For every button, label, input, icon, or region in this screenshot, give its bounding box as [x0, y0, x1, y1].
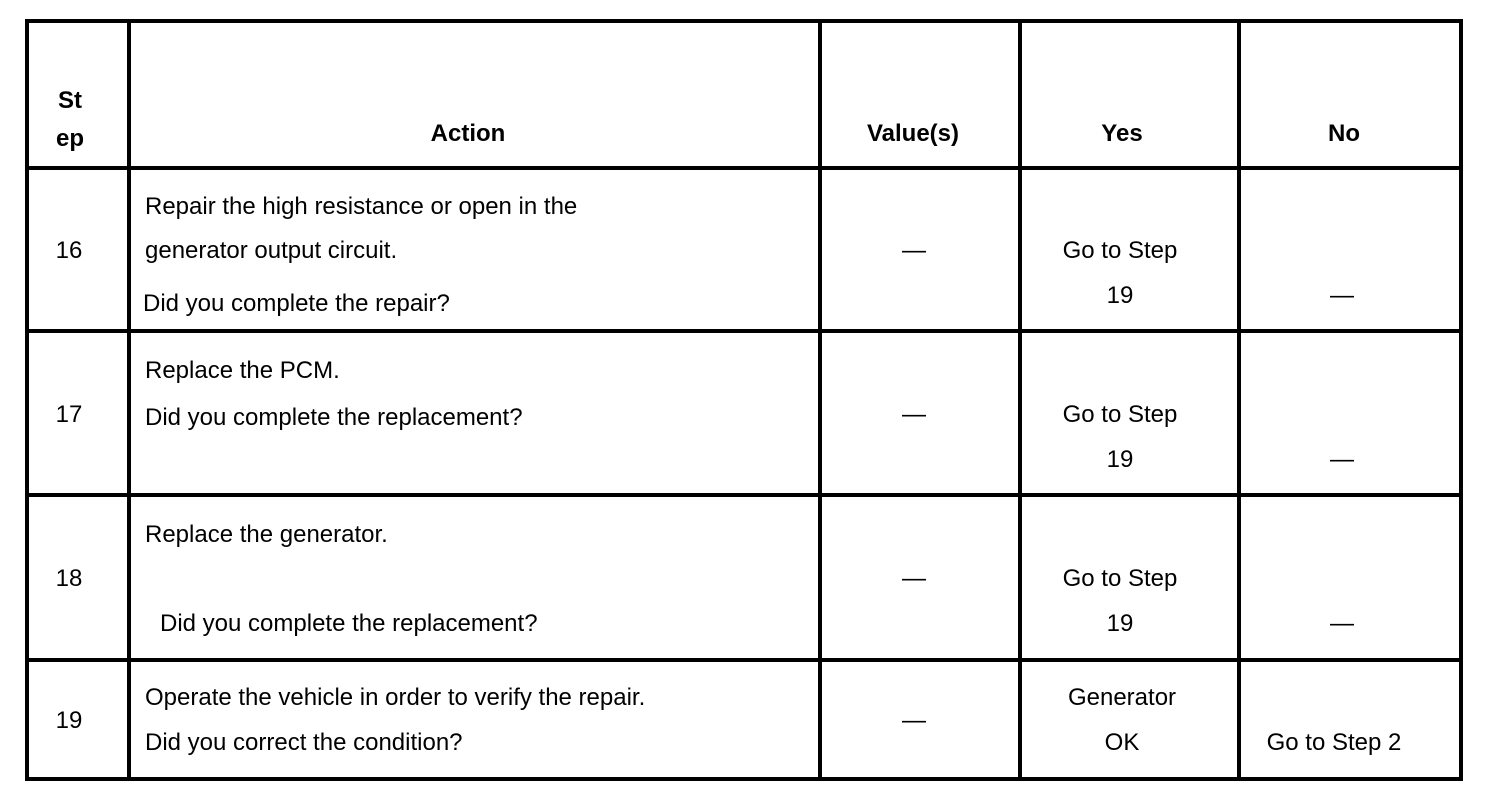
- action-text-line: Operate the vehicle in order to verify the repair.: [145, 684, 646, 711]
- table-border-right: [1459, 19, 1463, 781]
- yes-cell-line: 19: [1106, 446, 1134, 473]
- action-question: Did you complete the repair?: [143, 290, 450, 317]
- header-yes: Yes: [1101, 120, 1143, 147]
- table-border-bottom: [25, 777, 1463, 781]
- row-divider: [25, 329, 1463, 333]
- header-step: [56, 82, 84, 158]
- yes-cell-line: OK: [1104, 729, 1140, 756]
- yes-cell-line: Generator: [1067, 684, 1177, 711]
- value-cell: —: [902, 707, 926, 734]
- action-question: Did you complete the replacement?: [160, 610, 538, 637]
- yes-cell-line: Go to Step: [1062, 565, 1178, 592]
- column-divider: [1237, 19, 1241, 781]
- column-divider: [1018, 19, 1022, 781]
- value-cell: —: [902, 565, 926, 592]
- yes-cell-line: Go to Step: [1062, 401, 1178, 428]
- step-number: 16: [55, 237, 83, 264]
- step-number: 19: [55, 707, 83, 734]
- column-divider: [818, 19, 822, 781]
- action-text-line: Replace the generator.: [145, 521, 388, 548]
- no-cell: Go to Step 2: [1266, 729, 1402, 756]
- header-action: Action: [430, 120, 506, 147]
- header-values: Value(s): [866, 120, 960, 147]
- table-border-left: [25, 19, 29, 781]
- row-divider: [25, 658, 1463, 662]
- column-divider: [127, 19, 131, 781]
- row-divider: [25, 493, 1463, 497]
- yes-cell-line: Go to Step: [1062, 237, 1178, 264]
- no-cell: —: [1330, 610, 1354, 637]
- header-step-line-2: ep: [55, 125, 85, 152]
- value-cell: —: [902, 401, 926, 428]
- table-border-top: [25, 19, 1463, 23]
- header-step-line-1: St: [57, 87, 82, 114]
- action-question: Did you correct the condition?: [145, 729, 463, 756]
- yes-cell-line: 19: [1106, 282, 1134, 309]
- yes-cell-line: 19: [1106, 610, 1134, 637]
- action-text-line: Replace the PCM.: [145, 357, 340, 384]
- no-cell: —: [1330, 282, 1354, 309]
- header-no: No: [1328, 120, 1360, 147]
- step-number: 17: [55, 401, 83, 428]
- no-cell: —: [1330, 446, 1354, 473]
- value-cell: —: [902, 237, 926, 264]
- action-text-line: Repair the high resistance or open in the: [145, 193, 578, 220]
- action-question: Did you complete the replacement?: [145, 404, 523, 431]
- action-text-line: generator output circuit.: [145, 237, 398, 264]
- header-divider: [25, 166, 1463, 170]
- step-number: 18: [55, 565, 83, 592]
